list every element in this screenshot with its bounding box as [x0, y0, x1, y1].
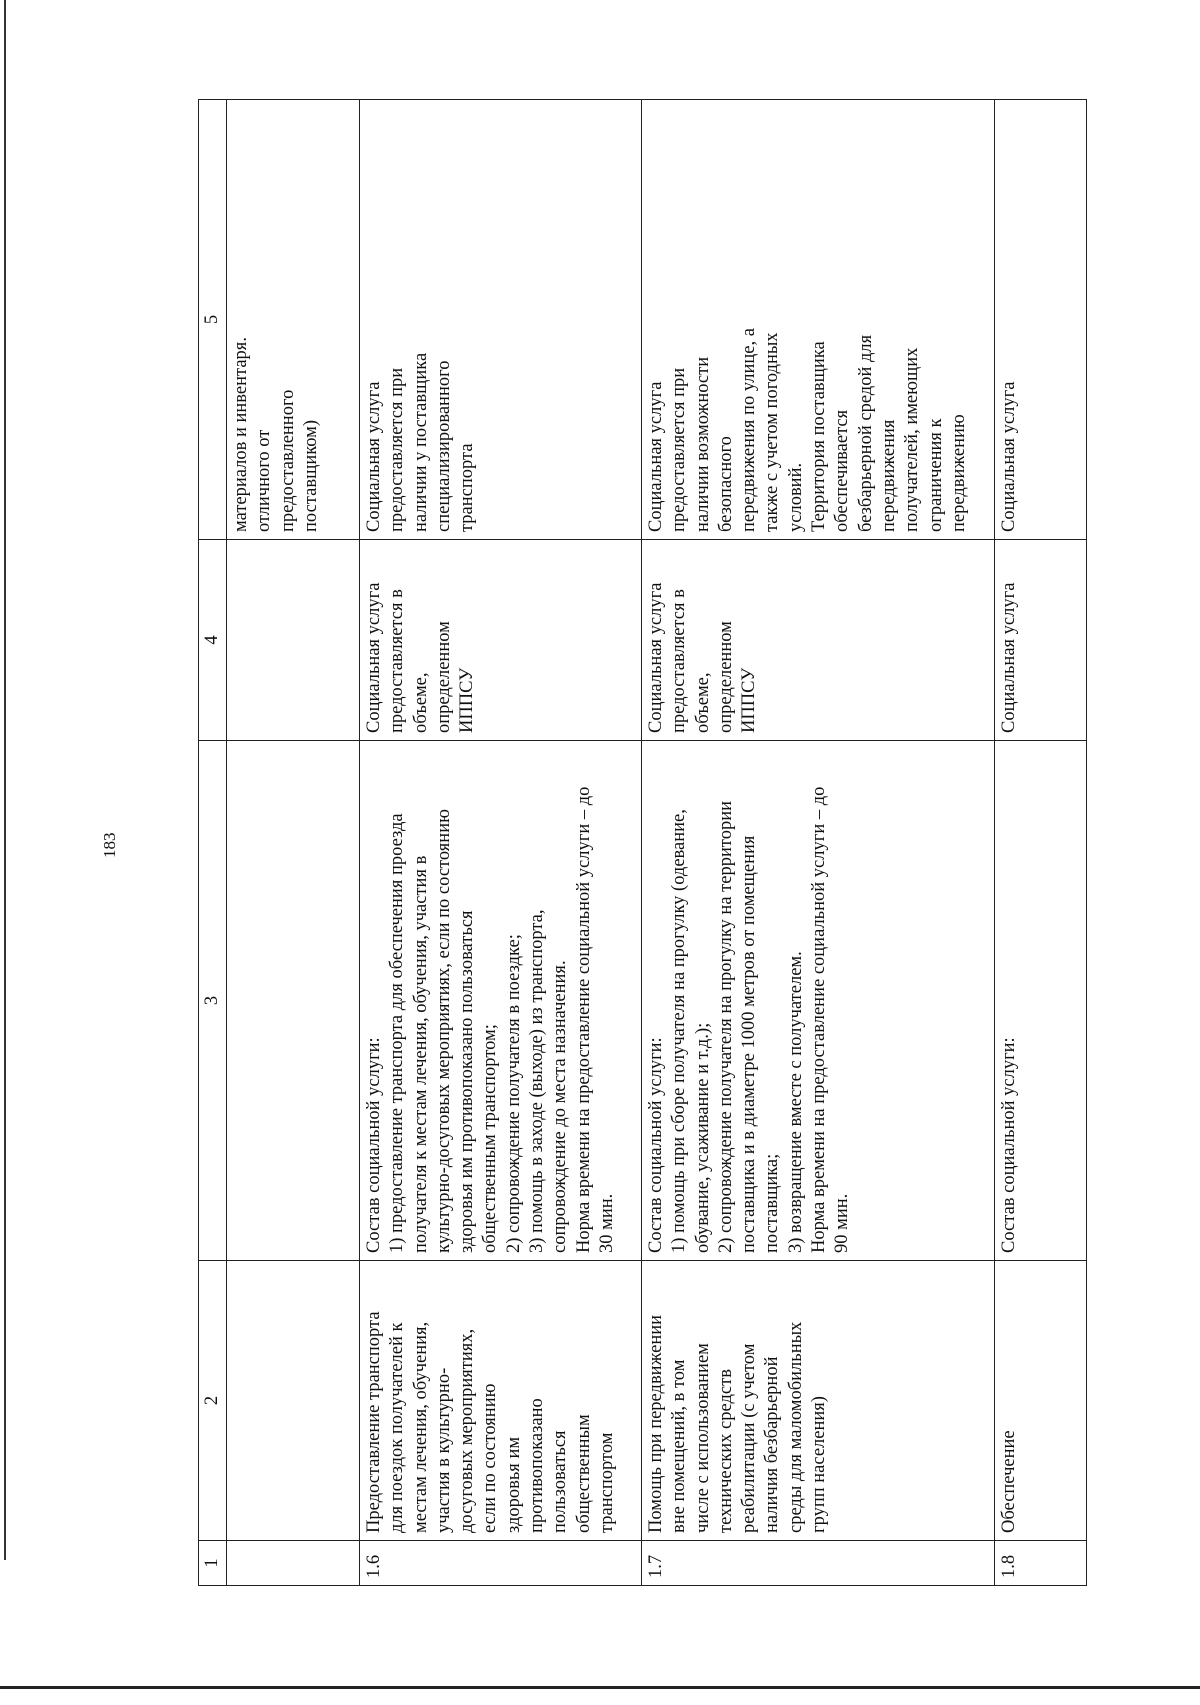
- cell-text-line: 90 мин.: [832, 1193, 853, 1253]
- service-composition: [360, 741, 642, 1261]
- cell-text-line: Территория поставщика: [809, 341, 830, 532]
- cell-text-line: для поездок получателей к: [387, 1322, 408, 1533]
- cell-text-line: Социальная услуга: [646, 381, 666, 532]
- cell-text-line: Норма времени на предоставление социальной услуги – до: [573, 786, 594, 1253]
- cell-text-line: определенном: [715, 621, 736, 733]
- cell-text-line: досуговых мероприятиях,: [457, 1328, 478, 1533]
- cell-text-line: сопровождение до места назначения.: [550, 960, 571, 1253]
- cell-text-line: также с учетом погодных: [762, 332, 783, 532]
- row-number: 1.6: [360, 1541, 642, 1586]
- cell-text-line: Состав социальной услуги:: [364, 1037, 384, 1253]
- cell-text-line: обувание, усаживание и т.д.);: [692, 1022, 713, 1253]
- service-conditions: [995, 100, 1087, 540]
- table-row: [227, 100, 360, 1586]
- cell-text-line: пользоваться: [550, 1430, 571, 1533]
- service-conditions: [642, 100, 995, 540]
- cell-text-line: поставщиком): [300, 419, 321, 532]
- cell-text-line: наличия безбарьерной: [762, 1356, 783, 1533]
- cell-text-line: предоставляется при: [387, 367, 408, 532]
- cell-text-line: наличии возможности: [692, 356, 713, 532]
- service-volume: [995, 540, 1087, 741]
- page-number: 183: [100, 832, 119, 858]
- cell-text-line: передвижения: [878, 419, 899, 532]
- header-cell: 2: [199, 1261, 227, 1541]
- service-name: [227, 1261, 360, 1541]
- cell-text-line: 1) предоставление транспорта для обеспечения проезда: [387, 813, 408, 1253]
- cell-text-line: здоровья им противопоказано пользоваться: [457, 910, 478, 1253]
- cell-text-line: специализированного: [433, 360, 454, 532]
- cell-text-line: предоставляется в: [387, 589, 408, 733]
- service-composition: [642, 741, 995, 1261]
- cell-text-line: получателя к местам лечения, обучения, участия в: [410, 855, 431, 1253]
- header-cell: 4: [199, 540, 227, 741]
- cell-text-line: среды для маломобильных: [785, 1321, 806, 1533]
- header-cell: 5: [199, 100, 227, 540]
- cell-text-line: технических средств: [715, 1369, 736, 1533]
- cell-text-line: передвижения по улице, а: [739, 328, 760, 532]
- cell-text-line: обеспечивается: [832, 409, 853, 532]
- cell-text-line: 3) возвращение вместе с получателем.: [785, 951, 806, 1253]
- cell-text-line: Социальная услуга: [646, 582, 666, 733]
- cell-text-line: Норма времени на предоставление социальной услуги – до: [809, 786, 830, 1253]
- cell-text-line: транспортом: [596, 1432, 617, 1533]
- cell-text-line: местам лечения, обучения,: [410, 1321, 431, 1533]
- cell-text-line: 30 мин.: [596, 1193, 617, 1253]
- cell-text-line: противопоказано: [527, 1398, 548, 1533]
- service-name: [995, 1261, 1087, 1541]
- cell-text-line: безопасного: [715, 436, 736, 532]
- cell-text-line: материалов и инвентаря.: [231, 337, 251, 532]
- service-conditions: [360, 100, 642, 540]
- cell-text-line: вне помещений, в том: [669, 1359, 690, 1533]
- services-table-rotated: [198, 100, 1085, 1586]
- table-row: [995, 100, 1087, 1586]
- cell-text-line: общественным транспортом;: [480, 1024, 501, 1253]
- cell-text-line: ИППСУ: [457, 667, 478, 733]
- cell-text-line: культурно-досуговых мероприятиях, если по состоянию: [433, 809, 454, 1253]
- cell-text-line: получателей, имеющих: [902, 347, 923, 532]
- table-row: [360, 100, 642, 1586]
- service-name: [360, 1261, 642, 1541]
- cell-text-line: наличии у поставщика: [410, 352, 431, 532]
- cell-text-line: здоровья им: [503, 1436, 524, 1533]
- service-name: [642, 1261, 995, 1541]
- service-conditions: [227, 100, 360, 540]
- cell-text-line: ИППСУ: [739, 667, 760, 733]
- cell-text-line: Социальная услуга: [999, 582, 1019, 733]
- cell-text-line: Состав социальной услуги:: [646, 1037, 666, 1253]
- service-volume: [227, 540, 360, 741]
- cell-text-line: 2) сопровождение получателя на прогулку на территории: [715, 801, 736, 1253]
- header-cell: 3: [199, 741, 227, 1261]
- header-cell: 1: [199, 1541, 227, 1586]
- cell-text-line: реабилитации (с учетом: [739, 1343, 760, 1533]
- row-number: [227, 1541, 360, 1586]
- cell-text-line: предоставляется при: [669, 367, 690, 532]
- left-margin-rule: [4, 0, 6, 1560]
- cell-text-line: поставщика и в диаметре 1000 метров от помещения: [739, 835, 760, 1253]
- table-row: [642, 100, 995, 1586]
- cell-text-line: Обеспечение: [999, 1430, 1019, 1533]
- row-number: 1.7: [642, 1541, 995, 1586]
- service-composition: [227, 741, 360, 1261]
- cell-text-line: участия в культурно-: [433, 1367, 454, 1533]
- cell-text-line: общественным: [573, 1414, 594, 1533]
- cell-text-line: передвижению: [948, 414, 969, 532]
- bottom-scan-rule: [0, 1686, 1200, 1689]
- cell-text-line: 3) помощь в заходе (выходе) из транспорта,: [527, 909, 548, 1253]
- services-table: [198, 99, 1087, 1586]
- cell-text-line: предоставляется в: [669, 589, 690, 733]
- cell-text-line: объеме,: [410, 672, 431, 733]
- cell-text-line: если по состоянию: [480, 1383, 501, 1533]
- cell-text-line: Социальная услуга: [364, 381, 384, 532]
- cell-text-line: групп населения): [809, 1396, 830, 1533]
- cell-text-line: 2) сопровождение получателя в поездке;: [503, 934, 524, 1253]
- cell-text-line: 1) помощь при сборе получателя на прогулку (одевание,: [669, 809, 690, 1253]
- service-volume: [642, 540, 995, 741]
- cell-text-line: предоставленного: [277, 389, 298, 532]
- cell-text-line: ограничения к: [925, 418, 946, 532]
- cell-text-line: определенном: [433, 621, 454, 733]
- service-composition: [995, 741, 1087, 1261]
- table-header-row: [199, 100, 227, 1586]
- cell-text-line: Социальная услуга: [999, 381, 1019, 532]
- row-number: 1.8: [995, 1541, 1087, 1586]
- cell-text-line: поставщика;: [762, 1153, 783, 1253]
- cell-text-line: безбарьерной средой для: [855, 334, 876, 532]
- cell-text-line: транспорта: [457, 443, 478, 532]
- cell-text-line: Помощь при передвижении: [646, 1314, 666, 1533]
- cell-text-line: условий.: [785, 462, 806, 532]
- cell-text-line: числе с использованием: [692, 1343, 713, 1533]
- cell-text-line: Предоставление транспорта: [364, 1311, 384, 1533]
- cell-text-line: Социальная услуга: [364, 582, 384, 733]
- cell-text-line: объеме,: [692, 672, 713, 733]
- service-volume: [360, 540, 642, 741]
- cell-text-line: Состав социальной услуги:: [999, 1037, 1019, 1253]
- cell-text-line: отличного от: [254, 429, 275, 532]
